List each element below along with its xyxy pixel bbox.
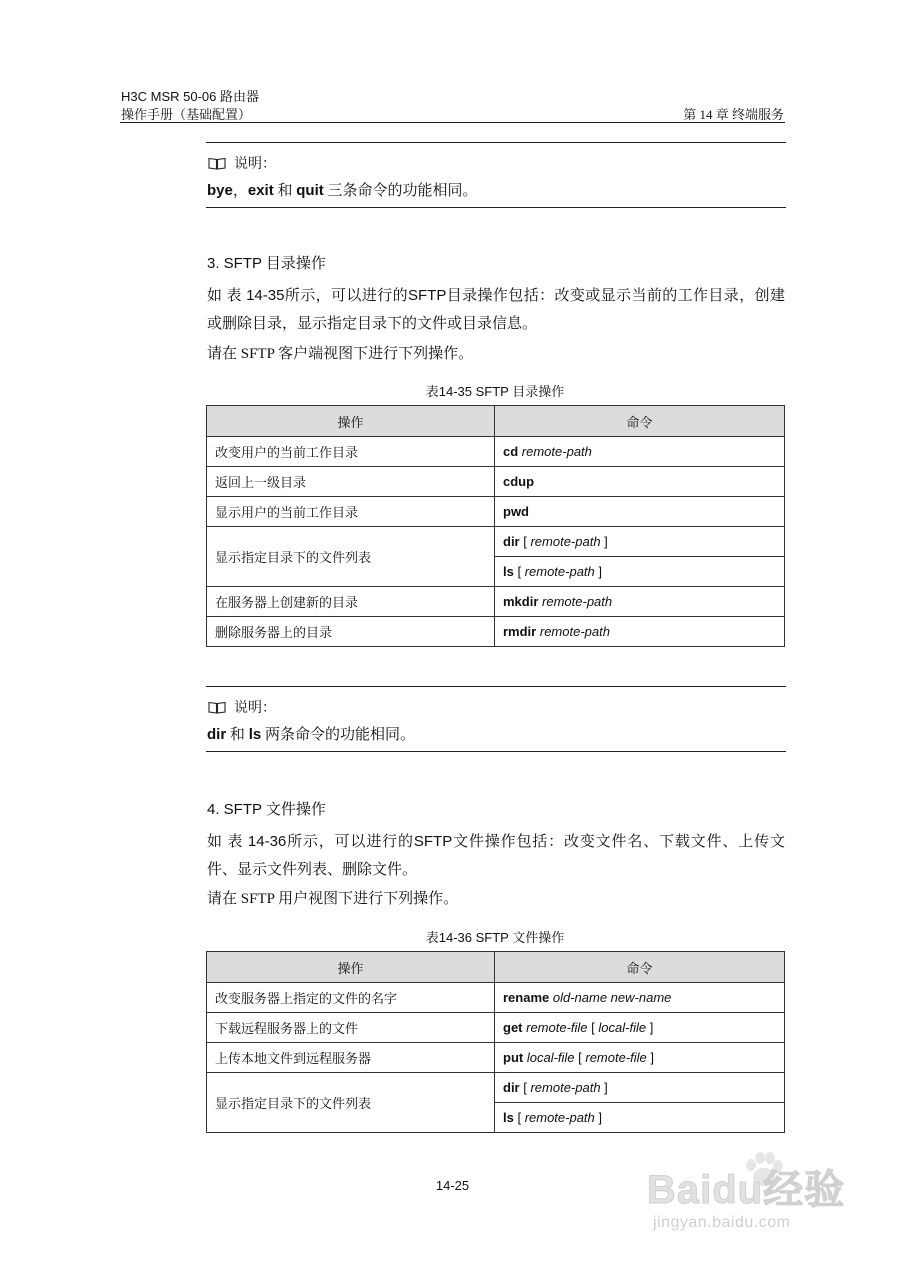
operation-cell: 显示指定目录下的文件列表 [207, 527, 495, 587]
table-ref-link[interactable]: 14-36 [247, 833, 287, 850]
para-post: 目录操作包括：改变或显示当前的工作目录，创建或删除目录，显示指定目录下的文件或目录信息。 [207, 288, 785, 332]
operation-cell: 显示用户的当前工作目录 [207, 497, 495, 527]
command-keyword: ls [503, 1110, 514, 1125]
command-arg: local-file [526, 1050, 575, 1065]
table-row [207, 497, 785, 527]
column-header-command: 命令 [495, 952, 785, 983]
operation-cell: 在服务器上创建新的目录 [207, 587, 495, 617]
operation-cell: 删除服务器上的目录 [207, 617, 495, 647]
note-text [206, 173, 786, 212]
command-cell [495, 617, 785, 647]
table-2 [206, 951, 785, 1133]
para-prefix: 如 表 [207, 834, 248, 850]
command-arg: remote-path [524, 564, 595, 579]
section-4-heading: 4. SFTP 文件操作 [207, 801, 326, 818]
note-header [206, 687, 786, 717]
watermark-url: jingyan.baidu.com [653, 1214, 791, 1231]
page-number: 14-25 [435, 1178, 470, 1193]
para-prefix: 如 表 [207, 288, 247, 304]
section-4-instruction: 请在 SFTP 用户视图下进行下列操作。 [207, 891, 459, 907]
command-arg: remote-path [542, 594, 613, 609]
command-keyword: get [503, 1020, 523, 1035]
cmd-quit: quit [296, 182, 324, 199]
command-cell [495, 1103, 785, 1133]
para-post: 文件操作包括：改变文件名、下载文件、上传文件、显示文件列表、删除文件。 [207, 834, 785, 878]
note-sep: ， [232, 183, 248, 199]
command-cell [495, 527, 785, 557]
section-4-paragraph [207, 828, 785, 884]
note-and: 和 [226, 727, 249, 743]
table-ref-link[interactable]: 14-35 [246, 287, 285, 304]
bracket-close: ] [600, 1080, 608, 1095]
bracket-close: ] [600, 534, 608, 549]
table-row [207, 1013, 785, 1043]
command-arg: remote-path [539, 624, 610, 639]
command-keyword: dir [503, 534, 520, 549]
note-desc: 三条命令的功能相同。 [323, 183, 478, 199]
cmd-ls: ls [248, 726, 262, 743]
bracket-open: [ [519, 534, 531, 549]
note-desc: 两条命令的功能相同。 [261, 727, 415, 743]
command-cell [495, 437, 785, 467]
note-label: 说明： [234, 155, 276, 171]
cmd-bye: bye [207, 182, 233, 199]
note-box-2 [206, 686, 786, 752]
bracket-open: [ [587, 1020, 599, 1035]
table-header-row [207, 952, 785, 983]
command-cell [495, 983, 785, 1013]
table-row [207, 467, 785, 497]
note-label: 说明： [234, 699, 276, 715]
cmd-exit: exit [247, 182, 274, 199]
command-keyword: cd [503, 444, 519, 459]
table-row [207, 983, 785, 1013]
note-text [206, 717, 786, 756]
header-chapter: 第 14 章 终端服务 [683, 107, 784, 122]
header-product: H3C MSR 50-06 路由器 [121, 89, 259, 104]
command-arg: old-name new-name [552, 990, 672, 1005]
command-keyword: rmdir [503, 624, 537, 639]
column-header-operation: 操作 [207, 406, 495, 437]
cmd-dir: dir [207, 726, 227, 743]
command-arg: remote-file [526, 1020, 588, 1035]
table-row [207, 617, 785, 647]
section-3-paragraph [207, 282, 785, 338]
command-keyword: pwd [503, 504, 529, 519]
command-keyword: cdup [503, 474, 535, 489]
command-cell [495, 497, 785, 527]
operation-cell: 返回上一级目录 [207, 467, 495, 497]
header-manual-title: 操作手册（基础配置） [121, 107, 252, 122]
operation-cell: 显示指定目录下的文件列表 [207, 1073, 495, 1133]
command-keyword: mkdir [503, 594, 539, 609]
command-keyword: put [503, 1050, 524, 1065]
header-divider [120, 122, 785, 123]
bracket-close: ] [646, 1050, 655, 1065]
table-2-caption: 表14-36 SFTP 文件操作 [425, 930, 565, 945]
command-cell [495, 587, 785, 617]
book-icon [208, 701, 226, 714]
column-header-command: 命令 [495, 406, 785, 437]
table-row [207, 1043, 785, 1073]
command-arg: remote-path [530, 1080, 601, 1095]
command-cell [495, 1013, 785, 1043]
table-row [207, 437, 785, 467]
command-arg: remote-path [521, 444, 592, 459]
command-keyword: rename [503, 990, 550, 1005]
command-cell [495, 1073, 785, 1103]
book-icon [208, 157, 226, 170]
para-mid: 所示，可以进行的 [284, 288, 408, 304]
table-row [207, 1073, 785, 1103]
table-1-caption: 表14-35 SFTP 目录操作 [425, 384, 565, 399]
bracket-open: [ [574, 1050, 586, 1065]
bracket-open: [ [513, 1110, 525, 1125]
para-sftp: SFTP [408, 287, 447, 304]
note-box-1 [206, 142, 786, 208]
bracket-open: [ [519, 1080, 531, 1095]
command-keyword: ls [503, 564, 514, 579]
command-arg: remote-path [524, 1110, 595, 1125]
command-cell [495, 557, 785, 587]
command-keyword: dir [503, 1080, 520, 1095]
command-cell [495, 1043, 785, 1073]
watermark-logo: Baidu经验 [647, 1168, 846, 1212]
para-mid: 所示，可以进行的 [286, 834, 414, 850]
note-header [206, 143, 786, 173]
command-optional-arg: remote-file [585, 1050, 647, 1065]
section-3-heading: 3. SFTP 目录操作 [207, 255, 326, 272]
table-row [207, 527, 785, 557]
column-header-operation: 操作 [207, 952, 495, 983]
para-sftp: SFTP [413, 833, 453, 850]
bracket-close: ] [646, 1020, 654, 1035]
command-cell [495, 467, 785, 497]
section-3-instruction: 请在 SFTP 客户端视图下进行下列操作。 [207, 346, 474, 362]
bracket-close: ] [594, 1110, 603, 1125]
bracket-open: [ [513, 564, 525, 579]
bracket-close: ] [594, 564, 603, 579]
command-optional-arg: local-file [598, 1020, 647, 1035]
operation-cell: 改变服务器上指定的文件的名字 [207, 983, 495, 1013]
operation-cell: 下载远程服务器上的文件 [207, 1013, 495, 1043]
command-arg: remote-path [530, 534, 601, 549]
note-and: 和 [273, 183, 297, 199]
operation-cell: 上传本地文件到远程服务器 [207, 1043, 495, 1073]
operation-cell: 改变用户的当前工作目录 [207, 437, 495, 467]
table-1 [206, 405, 785, 647]
baidu-watermark [647, 1150, 847, 1250]
table-row [207, 587, 785, 617]
table-header-row [207, 406, 785, 437]
